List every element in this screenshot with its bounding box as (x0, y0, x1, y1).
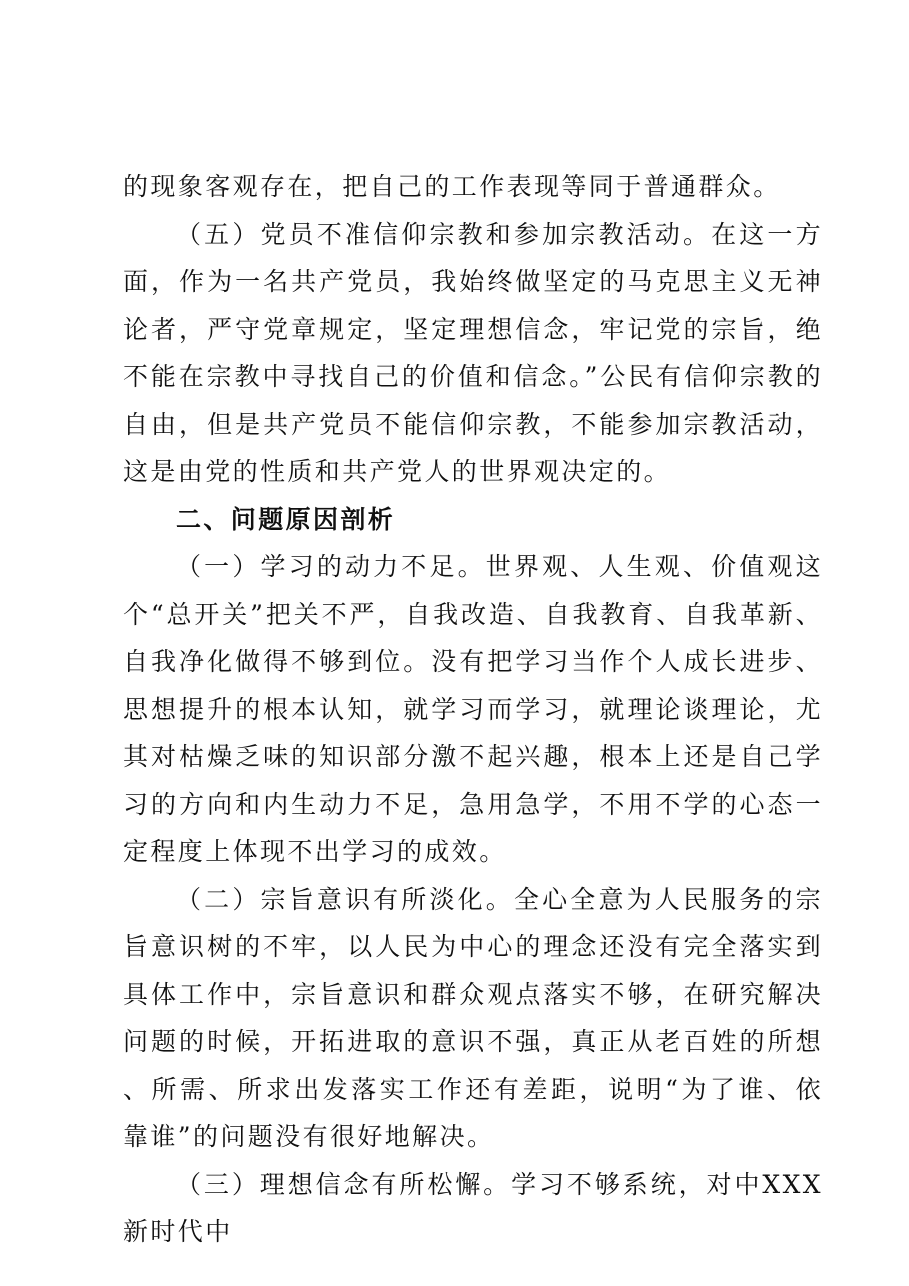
section-heading-cause-analysis: 二、问题原因剖析 (176, 504, 396, 534)
paragraph-item-5-religion: （五）党员不准信仰宗教和参加宗教活动。在这一方面，作为一名共产党员，我始终做坚定的马克思主义无神论者，严守党章规定，坚定理想信念，牢记党的宗旨，绝不能在宗教中寻找自己的价值和信念。”公民有信仰宗教的自由，但是共产党员不能信仰宗教，不能参加宗教活动，这是由党的性质和共产党人的世界观决定的。 (123, 219, 823, 486)
paragraph-item-2-purpose: （二）宗旨意识有所淡化。全心全意为人民服务的宗旨意识树的不牢，以人民为中心的理念还没有完全落实到具体工作中，宗旨意识和群众观点落实不够，在研究解决问题的时候，开拓进取的意识不强，真正从老百姓的所想、所需、所求出发落实工作还有差距，说明“为了谁、依靠谁”的问题没有很好地解决。 (123, 884, 823, 1151)
paragraph-continuation: 的现象客观存在，把自己的工作表现等同于普通群众。 (123, 172, 781, 201)
document-body (123, 163, 823, 1256)
paragraph-item-1-learning: （一）学习的动力不足。世界观、人生观、价值观这个“总开关”把关不严，自我改造、自我教育、自我革新、自我净化做得不够到位。没有把学习当作个人成长进步、思想提升的根本认知，就学习而学习，就理论谈理论，尤其对枯燥乏味的知识部分激不起兴趣，根本上还是自己学习的方向和内生动力不足，急用急学，不用不学的心态一定程度上体现不出学习的成效。 (123, 552, 823, 866)
paragraph-item-3-ideals: （三）理想信念有所松懈。学习不够系统，对中XXX新时代中 (123, 1169, 823, 1246)
